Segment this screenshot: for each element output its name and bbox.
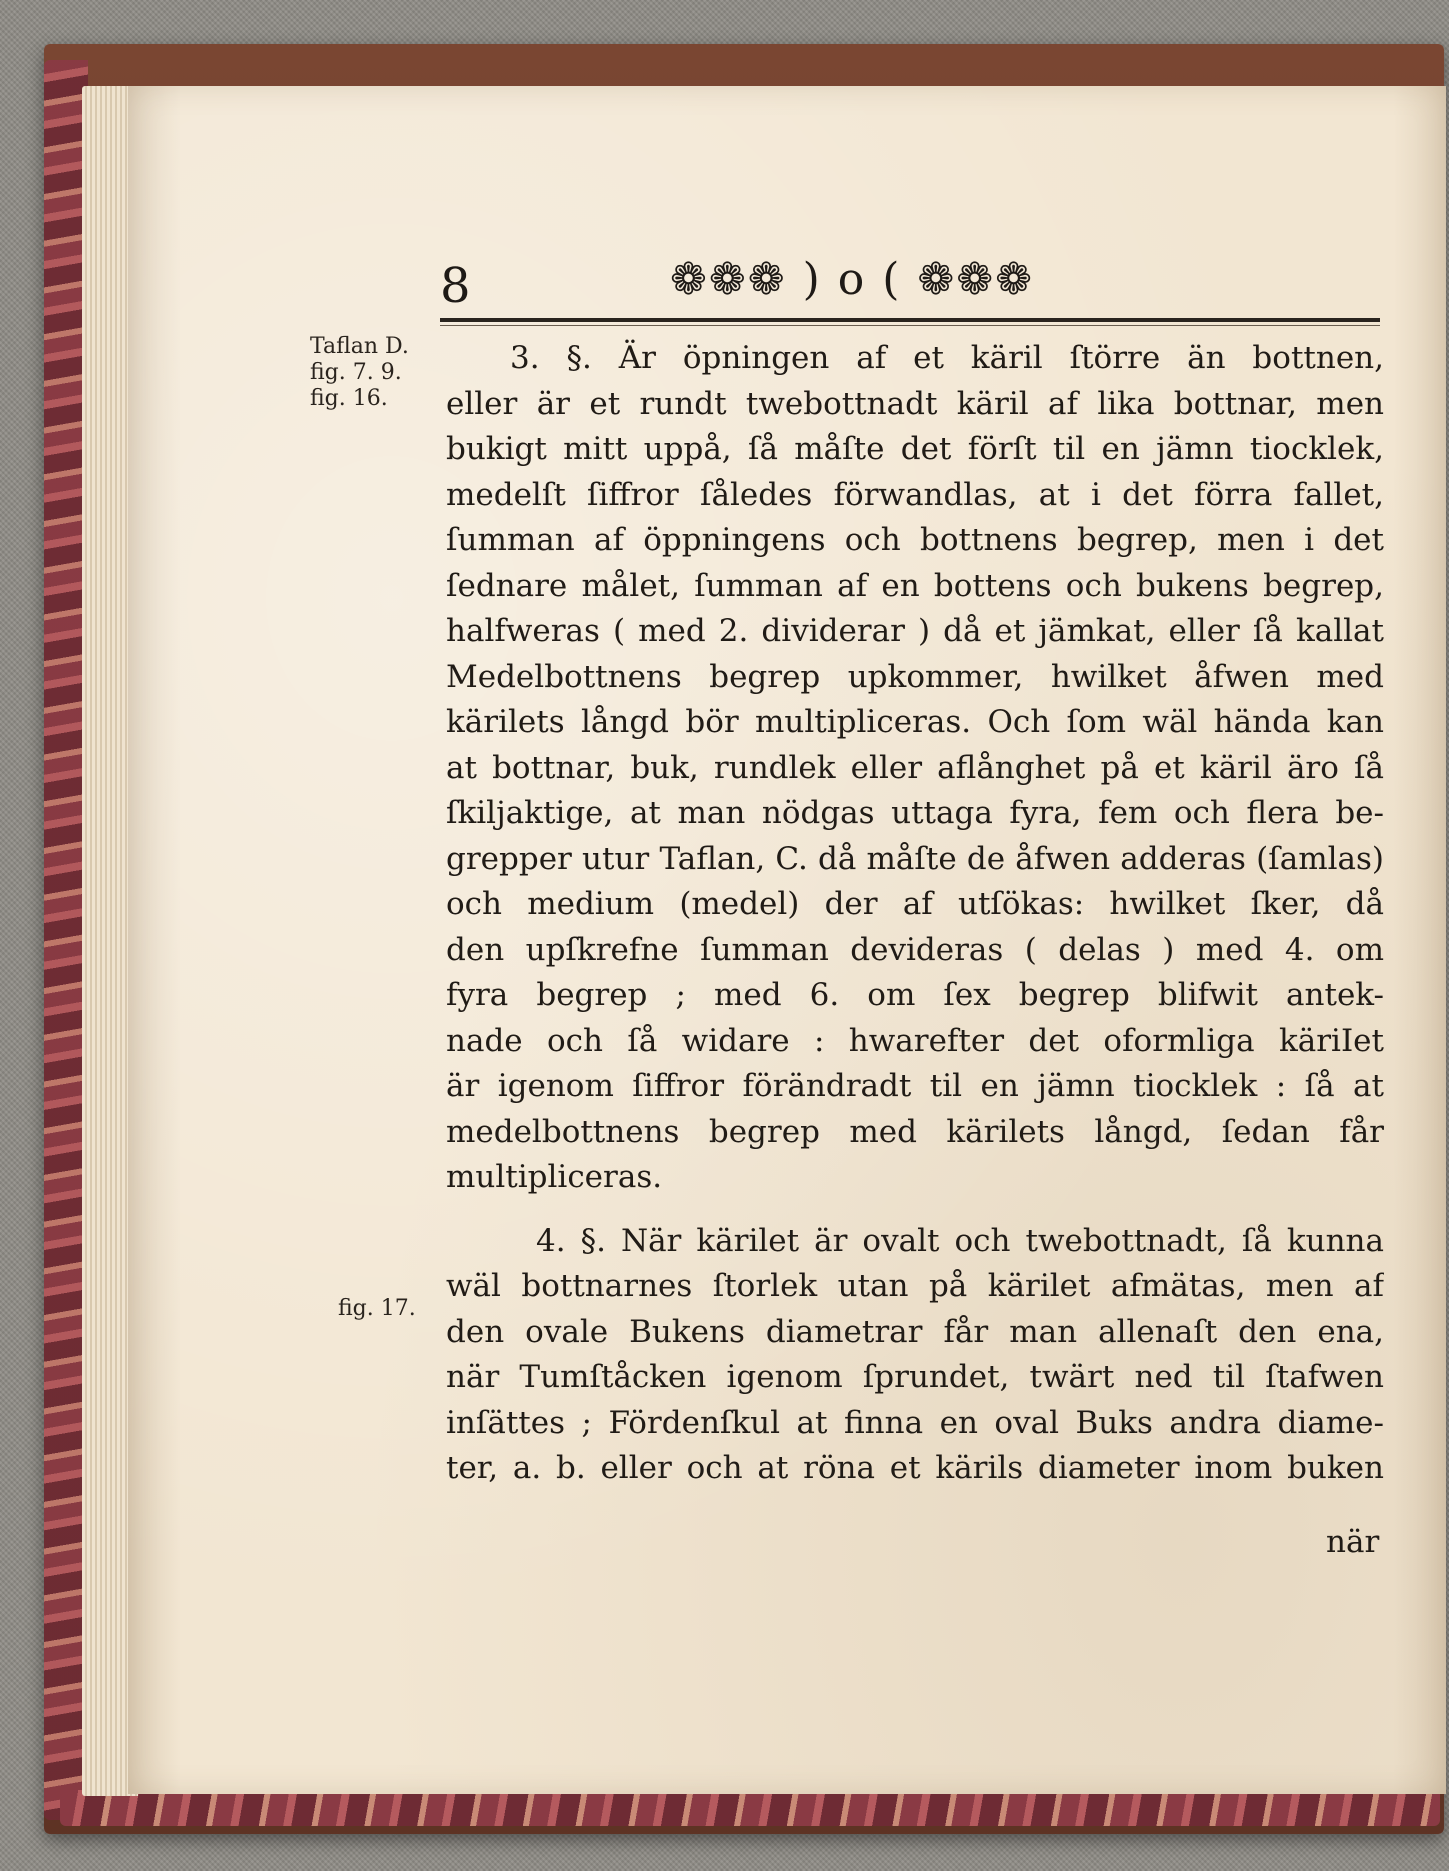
text-line: 3. §. Är öpningen af et käril ſtörre än bottnen, <box>510 340 1384 376</box>
text-line: medelſt ſiffror ſåledes förwandlas, at i det förra fallet, <box>446 476 1384 513</box>
header-ornament: ❁❁❁ ) o ( ❁❁❁ <box>670 254 1034 305</box>
text-line: halfweras ( med 2. dividerar ) då et jämkat, eller ſå kallat <box>446 613 1384 649</box>
text-line: när Tumſtåcken igenom ſprundet, twärt ned til ſtafwen <box>446 1359 1384 1395</box>
text-line: grepper utur Taflan, C. då måſte de åfwen adderas (ſamlas) <box>446 840 1384 877</box>
text-line: multipliceras. <box>446 1159 663 1195</box>
text-line: ter, a. b. eller och at röna et kärils diameter inom buken <box>446 1450 1384 1486</box>
text-line: ſumman af öppningens och bottnens begrep, men i det <box>446 522 1384 558</box>
text-line: ſednare målet, ſumman af en bottens och bukens begrep, <box>446 567 1384 604</box>
body-text <box>446 336 1384 1492</box>
text-line: fyra begrep ; med 6. om ſex begrep blifwit antek- <box>446 977 1384 1013</box>
text-line: den upſkrefne ſumman devideras ( delas ) med 4. om <box>446 931 1384 968</box>
text-line: den ovale Bukens diametrar får man allenaſt den ena, <box>446 1313 1384 1350</box>
text-line: ſkiljaktige, at man nödgas uttaga fyra, fem och flera be- <box>446 795 1384 831</box>
catchword: när <box>1326 1524 1380 1560</box>
margin-note: fig. 7. 9. <box>310 360 402 385</box>
header-rule-thin <box>440 325 1380 326</box>
margin-note-fig-17: fig. 17. <box>338 1296 416 1321</box>
text-line: medelbottnens begrep med kärilets långd, ſedan får <box>446 1113 1384 1150</box>
margin-note: Taflan D. <box>310 334 409 359</box>
text-line: at bottnar, buk, rundlek eller aflånghet på et käril äro ſå <box>446 749 1384 786</box>
text-line: inſättes ; Fördenſkul at finna en oval Buks andra diame- <box>446 1404 1384 1441</box>
page-number: 8 <box>440 258 471 314</box>
text-line: nade och ſå widare : hwarefter det oformliga käriIet <box>446 1022 1384 1059</box>
text-line: bukigt mitt uppå, ſå måſte det förſt til en jämn tiocklek, <box>446 431 1384 467</box>
paragraph-gap <box>446 1201 1384 1219</box>
margin-note: fig. 16. <box>310 386 388 411</box>
page-header <box>440 254 1380 322</box>
text-line: Medelbottnens begrep upkommer, hwilket åfwen med <box>446 658 1384 695</box>
margin-notes <box>310 334 440 412</box>
text-line: är igenom ſiffror förändradt til en jämn tiocklek : ſå at <box>446 1068 1384 1104</box>
text-line: wäl bottnarnes ſtorlek utan på kärilet afmätas, men af <box>446 1268 1384 1304</box>
text-line: eller är et rundt twebottnadt käril af lika bottnar, men <box>446 385 1384 422</box>
paragraph-4 <box>446 1219 1384 1492</box>
text-line: och medium (medel) der af utſökas: hwilket ſker, då <box>446 886 1384 922</box>
paragraph-3 <box>446 336 1384 1201</box>
header-rule <box>440 318 1380 322</box>
marbled-cover-bottom <box>60 1790 1440 1826</box>
text-line: kärilets långd bör multipliceras. Och ſom wäl hända kan <box>446 704 1384 740</box>
text-line: 4. §. När kärilet är ovalt och twebottnadt, ſå kunna <box>536 1222 1384 1259</box>
